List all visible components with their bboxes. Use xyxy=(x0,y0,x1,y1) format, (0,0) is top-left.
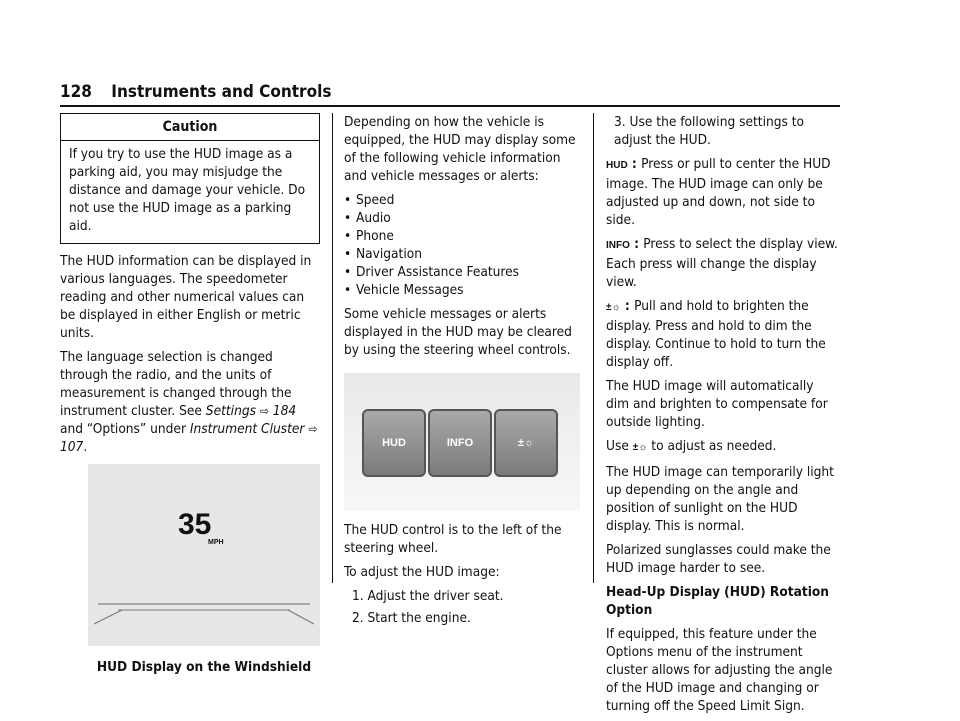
step-item: 2. Start the engine. xyxy=(352,610,471,626)
column-divider-2 xyxy=(593,113,594,583)
caution-box xyxy=(60,113,320,244)
list-item: • Vehicle Messages xyxy=(344,281,580,299)
instrument-cluster-link[interactable]: Instrument Cluster ⇨ 107 xyxy=(60,421,318,455)
section-title: Instruments and Controls xyxy=(111,82,332,102)
column-divider-1 xyxy=(332,113,333,583)
paragraph-rotation: If equipped, this feature under the Options menu of the instrument cluster allows for adjusting the angle of the HUD image and changing or turning off the Speed Limit Sign. xyxy=(606,626,833,714)
page-number: 128 xyxy=(60,82,92,102)
brightness-icon: ±☼ xyxy=(606,302,621,313)
adjust-steps xyxy=(344,587,580,627)
info-control-description: INFO : Press to select the display view. Each press will change the display view. xyxy=(606,236,838,290)
page-header xyxy=(60,82,331,102)
brightness-control-description: ±☼ : Pull and hold to brighten the display. Press and hold to dim the display. Continue to hold to turn the display off. xyxy=(606,298,826,370)
paragraph-language-selection: The language selection is changed through the radio, and the units of measurement is changed through the instrument cluster. See Settings ⇨ 184 and “Options” under Instrument Cluster ⇨ 107. xyxy=(60,349,318,455)
page-ref-icon: ⇨ xyxy=(259,404,269,418)
rotation-heading: Head-Up Display (HUD) Rotation Option xyxy=(606,584,830,618)
hud-button xyxy=(362,409,426,477)
brightness-icon: ±☼ xyxy=(632,442,648,453)
image-caption: HUD Display on the Windshield xyxy=(96,659,312,675)
hud-button-label: HUD xyxy=(382,437,406,449)
hud-speed-value: 35 xyxy=(178,508,212,541)
hud-symbol-icon: HUD xyxy=(606,160,628,171)
hud-windshield-image xyxy=(88,464,320,646)
paragraph-auto-dim: The HUD image will automatically dim and brighten to compensate for outside lighting. xyxy=(606,378,828,430)
list-item: • Phone xyxy=(344,227,580,245)
hud-control-description: HUD : Press or pull to center the HUD image. The HUD image can only be adjusted up and down, not side to side. xyxy=(606,156,831,228)
list-item: • Driver Assistance Features xyxy=(344,263,580,281)
settings-link[interactable]: Settings ⇨ 184 xyxy=(205,403,297,419)
paragraph-control-location: The HUD control is to the left of the steering wheel. xyxy=(344,522,562,556)
paragraph-adjust-intro: To adjust the HUD image: xyxy=(344,564,500,580)
list-item: • Navigation xyxy=(344,245,580,263)
paragraph-use-brightness: Use ±☼ to adjust as needed. xyxy=(606,438,777,454)
paragraph-polarized: Polarized sunglasses could make the HUD image harder to see. xyxy=(606,542,831,576)
step-3: 3. Use the following settings to adjust the HUD. xyxy=(614,114,805,148)
paragraph-intro: Depending on how the vehicle is equipped, the HUD may display some of the following vehicle information and vehicle messages or alerts: xyxy=(344,114,576,184)
list-item: • Speed xyxy=(344,191,580,209)
column-2 xyxy=(344,113,580,631)
info-button-label: INFO xyxy=(446,437,474,449)
caution-text: If you try to use the HUD image as a parking aid, you may misjudge the distance and damage your vehicle. Do not use the HUD image as a parking aid. xyxy=(69,146,306,234)
paragraph-temporary-light: The HUD image can temporarily light up depending on the angle and position of sunlight on the HUD display. This is normal. xyxy=(606,464,834,534)
hud-controls-image xyxy=(344,373,580,511)
header-rule xyxy=(60,105,840,107)
info-symbol-icon: INFO xyxy=(606,240,630,251)
page-ref-icon: ⇨ xyxy=(308,422,318,436)
paragraph-clear-messages: Some vehicle messages or alerts displayed in the HUD may be cleared by using the steering wheel controls. xyxy=(344,306,572,358)
brightness-button xyxy=(494,409,558,477)
column-3 xyxy=(606,113,838,721)
info-button xyxy=(428,409,492,477)
windshield-lines-icon xyxy=(88,464,320,646)
hud-speed-unit: MPH xyxy=(208,539,224,546)
info-list xyxy=(344,191,580,299)
step-item: 1. Adjust the driver seat. xyxy=(352,588,504,604)
list-item: • Audio xyxy=(344,209,580,227)
caution-title: Caution xyxy=(61,114,319,141)
paragraph-languages: The HUD information can be displayed in various languages. The speedometer reading and other numerical values can be displayed in either English or metric units. xyxy=(60,253,312,341)
column-1 xyxy=(60,113,320,676)
brightness-icon: ±☼ xyxy=(517,437,535,449)
